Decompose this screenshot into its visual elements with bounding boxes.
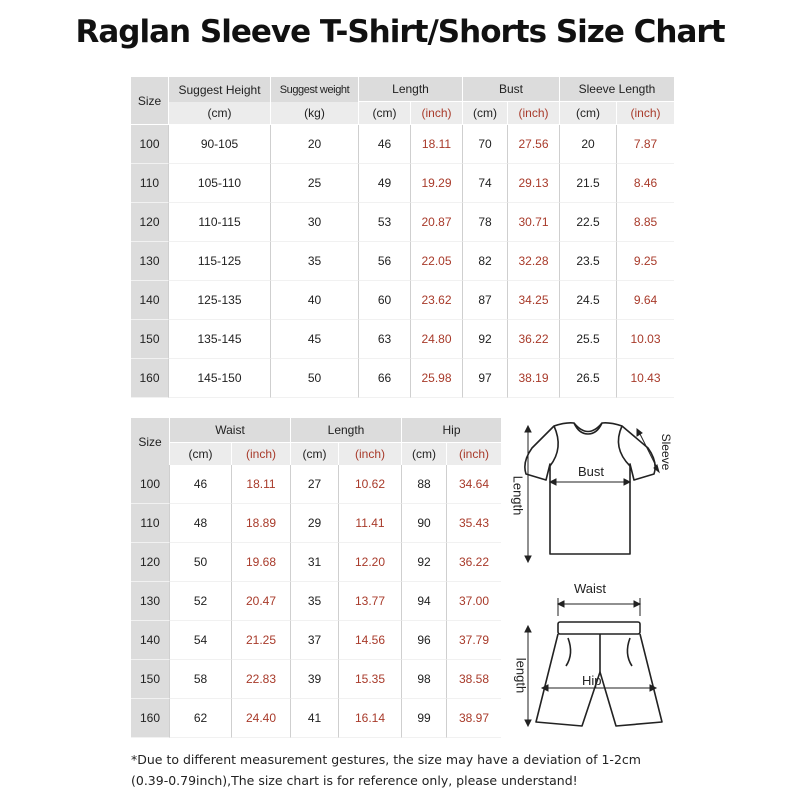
waist-cm-cell: 58 — [169, 660, 231, 699]
sleeve-length-header: Sleeve Length — [559, 77, 674, 102]
hip-inch-cell: 38.97 — [446, 699, 501, 738]
table-row — [131, 621, 501, 660]
table-row — [131, 504, 501, 543]
size-cell: 140 — [131, 621, 169, 660]
unit-inch: (inch) — [507, 102, 559, 124]
length-inch-cell: 13.77 — [338, 582, 401, 621]
length-inch-cell: 12.20 — [338, 543, 401, 582]
bust-inch-cell: 27.56 — [507, 125, 559, 164]
weight-cell: 40 — [270, 281, 358, 320]
bust-inch-cell: 38.19 — [507, 359, 559, 398]
hip-cm-cell: 90 — [401, 504, 446, 543]
table-row — [131, 359, 674, 398]
sleeve-cm-cell: 22.5 — [559, 203, 616, 242]
sleeve-inch-cell: 8.46 — [616, 164, 674, 203]
waist-cm-cell: 50 — [169, 543, 231, 582]
size-header: Size — [131, 418, 169, 465]
height-cell: 115-125 — [168, 242, 270, 281]
hip-inch-cell: 37.79 — [446, 621, 501, 660]
length-inch-cell: 23.62 — [410, 281, 462, 320]
weight-cell: 50 — [270, 359, 358, 398]
length-cm-cell: 56 — [358, 242, 410, 281]
weight-header: Suggest weight — [270, 77, 358, 102]
length-header: Length — [290, 418, 401, 443]
size-cell: 110 — [131, 164, 168, 203]
hip-cm-cell: 96 — [401, 621, 446, 660]
length-cm-cell: 39 — [290, 660, 338, 699]
shorts-diagram — [508, 576, 668, 734]
table-row — [131, 582, 501, 621]
length-inch-cell: 24.80 — [410, 320, 462, 359]
waist-inch-cell: 21.25 — [231, 621, 290, 660]
disclaimer-line-1: *Due to different measurement gestures, the size may have a deviation of 1-2cm — [131, 752, 641, 767]
length-cm-cell: 63 — [358, 320, 410, 359]
length-inch-cell: 19.29 — [410, 164, 462, 203]
unit-inch: (inch) — [616, 102, 674, 124]
bust-inch-cell: 36.22 — [507, 320, 559, 359]
disclaimer-line-2: (0.39-0.79inch),The size chart is for reference only, please understand! — [131, 773, 578, 788]
sleeve-cm-cell: 26.5 — [559, 359, 616, 398]
waist-cm-cell: 54 — [169, 621, 231, 660]
table-row — [131, 543, 501, 582]
waist-cm-cell: 62 — [169, 699, 231, 738]
bust-inch-cell: 34.25 — [507, 281, 559, 320]
sleeve-inch-cell: 7.87 — [616, 125, 674, 164]
hip-inch-cell: 37.00 — [446, 582, 501, 621]
size-cell: 160 — [131, 359, 168, 398]
length-cm-cell: 60 — [358, 281, 410, 320]
sleeve-inch-cell: 8.85 — [616, 203, 674, 242]
unit-inch: (inch) — [446, 443, 501, 465]
shorts-size-table — [131, 418, 501, 738]
tshirt-outline-icon — [525, 423, 655, 554]
size-cell: 120 — [131, 203, 168, 242]
length-inch-cell: 11.41 — [338, 504, 401, 543]
size-cell: 120 — [131, 543, 169, 582]
length-cm-cell: 53 — [358, 203, 410, 242]
bust-inch-cell: 30.71 — [507, 203, 559, 242]
unit-cm: (cm) — [168, 102, 270, 124]
size-cell: 130 — [131, 242, 168, 281]
bust-cm-cell: 82 — [462, 242, 507, 281]
length-inch-cell: 20.87 — [410, 203, 462, 242]
hip-inch-cell: 38.58 — [446, 660, 501, 699]
waist-inch-cell: 22.83 — [231, 660, 290, 699]
sleeve-inch-cell: 9.25 — [616, 242, 674, 281]
unit-inch: (inch) — [338, 443, 401, 465]
length-header: Length — [358, 77, 462, 102]
length-label: Length — [510, 475, 526, 516]
height-cell: 110-115 — [168, 203, 270, 242]
hip-cm-cell: 88 — [401, 465, 446, 504]
waist-inch-cell: 24.40 — [231, 699, 290, 738]
length-inch-cell: 16.14 — [338, 699, 401, 738]
table-row — [131, 203, 674, 242]
bust-inch-cell: 29.13 — [507, 164, 559, 203]
length-inch-cell: 14.56 — [338, 621, 401, 660]
length-cm-cell: 31 — [290, 543, 338, 582]
bust-label: Bust — [578, 464, 605, 479]
sleeve-label: Sleeve — [659, 433, 673, 471]
bust-cm-cell: 87 — [462, 281, 507, 320]
length-inch-cell: 18.11 — [410, 125, 462, 164]
height-cell: 90-105 — [168, 125, 270, 164]
size-cell: 150 — [131, 660, 169, 699]
bust-header: Bust — [462, 77, 559, 102]
bust-cm-cell: 70 — [462, 125, 507, 164]
bust-cm-cell: 92 — [462, 320, 507, 359]
hip-inch-cell: 35.43 — [446, 504, 501, 543]
size-cell: 150 — [131, 320, 168, 359]
waist-cm-cell: 48 — [169, 504, 231, 543]
table-row — [131, 699, 501, 738]
hip-cm-cell: 98 — [401, 660, 446, 699]
waist-cm-cell: 52 — [169, 582, 231, 621]
size-cell: 140 — [131, 281, 168, 320]
table-row — [131, 164, 674, 203]
table-row — [131, 320, 674, 359]
weight-cell: 35 — [270, 242, 358, 281]
height-cell: 105-110 — [168, 164, 270, 203]
length-cm-cell: 66 — [358, 359, 410, 398]
waist-inch-cell: 19.68 — [231, 543, 290, 582]
height-cell: 145-150 — [168, 359, 270, 398]
height-header: Suggest Height — [168, 77, 270, 102]
hip-inch-cell: 36.22 — [446, 543, 501, 582]
page-title: Raglan Sleeve T-Shirt/Shorts Size Chart — [75, 14, 725, 50]
length-cm-cell: 29 — [290, 504, 338, 543]
shorts-length-label: length — [513, 657, 529, 694]
length-inch-cell: 15.35 — [338, 660, 401, 699]
table-row — [131, 660, 501, 699]
unit-cm: (cm) — [290, 443, 338, 465]
size-cell: 110 — [131, 504, 169, 543]
unit-cm: (cm) — [358, 102, 410, 124]
unit-inch: (inch) — [410, 102, 462, 124]
sleeve-cm-cell: 23.5 — [559, 242, 616, 281]
hip-cm-cell: 99 — [401, 699, 446, 738]
waist-inch-cell: 20.47 — [231, 582, 290, 621]
waist-inch-cell: 18.89 — [231, 504, 290, 543]
hip-header: Hip — [401, 418, 501, 443]
weight-cell: 25 — [270, 164, 358, 203]
unit-kg: (kg) — [270, 102, 358, 124]
sleeve-cm-cell: 24.5 — [559, 281, 616, 320]
length-cm-cell: 37 — [290, 621, 338, 660]
hip-cm-cell: 94 — [401, 582, 446, 621]
sleeve-inch-cell: 10.43 — [616, 359, 674, 398]
length-inch-cell: 25.98 — [410, 359, 462, 398]
sleeve-cm-cell: 21.5 — [559, 164, 616, 203]
table-row — [131, 125, 674, 164]
bust-inch-cell: 32.28 — [507, 242, 559, 281]
size-header: Size — [131, 77, 168, 124]
waist-cm-cell: 46 — [169, 465, 231, 504]
unit-cm: (cm) — [559, 102, 616, 124]
size-cell: 130 — [131, 582, 169, 621]
sleeve-inch-cell: 10.03 — [616, 320, 674, 359]
bust-cm-cell: 78 — [462, 203, 507, 242]
size-cell: 100 — [131, 465, 169, 504]
table-row — [131, 465, 501, 504]
length-cm-cell: 46 — [358, 125, 410, 164]
weight-cell: 20 — [270, 125, 358, 164]
waist-label: Waist — [574, 581, 607, 596]
waist-header: Waist — [169, 418, 290, 443]
tshirt-diagram — [508, 418, 680, 566]
unit-cm: (cm) — [169, 443, 231, 465]
table-row — [131, 242, 674, 281]
length-cm-cell: 35 — [290, 582, 338, 621]
bust-cm-cell: 74 — [462, 164, 507, 203]
unit-cm: (cm) — [462, 102, 507, 124]
length-cm-cell: 41 — [290, 699, 338, 738]
length-cm-cell: 49 — [358, 164, 410, 203]
bust-cm-cell: 97 — [462, 359, 507, 398]
size-cell: 100 — [131, 125, 168, 164]
height-cell: 135-145 — [168, 320, 270, 359]
hip-inch-cell: 34.64 — [446, 465, 501, 504]
height-cell: 125-135 — [168, 281, 270, 320]
unit-inch: (inch) — [231, 443, 290, 465]
sleeve-cm-cell: 25.5 — [559, 320, 616, 359]
length-cm-cell: 27 — [290, 465, 338, 504]
unit-cm: (cm) — [401, 443, 446, 465]
table-row — [131, 281, 674, 320]
weight-cell: 45 — [270, 320, 358, 359]
length-inch-cell: 10.62 — [338, 465, 401, 504]
hip-cm-cell: 92 — [401, 543, 446, 582]
weight-cell: 30 — [270, 203, 358, 242]
hip-label: Hip — [582, 673, 602, 688]
sleeve-inch-cell: 9.64 — [616, 281, 674, 320]
shirt-size-table — [131, 77, 674, 398]
waist-inch-cell: 18.11 — [231, 465, 290, 504]
length-inch-cell: 22.05 — [410, 242, 462, 281]
sleeve-cm-cell: 20 — [559, 125, 616, 164]
size-cell: 160 — [131, 699, 169, 738]
